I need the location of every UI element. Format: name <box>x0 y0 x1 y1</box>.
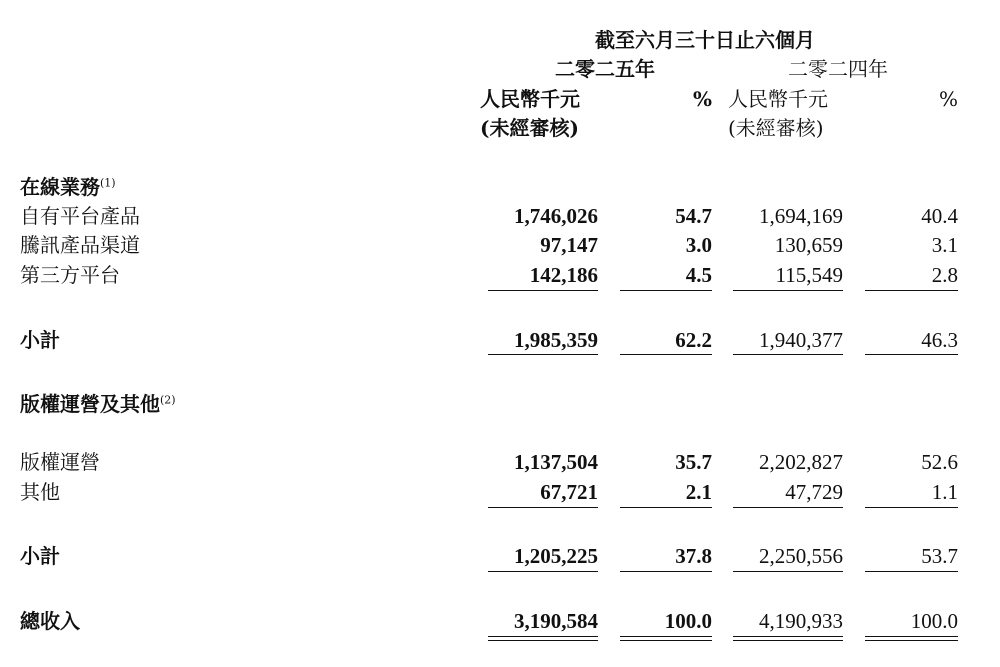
subtotal-2024: 1,940,377 <box>759 328 843 352</box>
rule <box>865 507 958 508</box>
value-2025: 67,721 <box>540 480 598 504</box>
period-header: 截至六月三十日止六個月 <box>595 28 815 52</box>
pct-2024: 3.1 <box>931 233 958 257</box>
rule <box>620 507 712 508</box>
footnote-1: (1) <box>100 176 116 190</box>
subtotal-2024: 2,250,556 <box>759 544 843 568</box>
double-rule <box>865 636 958 641</box>
year-2024-header: 二零二四年 <box>788 57 888 81</box>
rule <box>620 571 712 572</box>
subtotal-pct-2025: 62.2 <box>675 328 712 352</box>
row-label: 第三方平台 <box>20 263 120 287</box>
rule <box>733 290 843 291</box>
pct-2025: 2.1 <box>685 480 712 504</box>
total-2025: 3,190,584 <box>514 609 598 633</box>
pct-2024: 1.1 <box>931 480 958 504</box>
pct-2024: 40.4 <box>921 204 958 228</box>
value-2025: 1,746,026 <box>514 204 598 228</box>
section-title-online <box>20 177 116 197</box>
double-rule <box>620 636 712 641</box>
pct-2024: 52.6 <box>921 450 958 474</box>
rule <box>488 571 598 572</box>
subtotal-pct-2024: 46.3 <box>921 328 958 352</box>
subtotal-pct-2024: 53.7 <box>921 544 958 568</box>
col-rmb-2025: 人民幣千元 <box>480 87 580 111</box>
subtotal-label: 小計 <box>20 544 60 568</box>
subtotal-label: 小計 <box>20 328 60 352</box>
value-2025: 142,186 <box>529 263 598 287</box>
subtotal-2025: 1,985,359 <box>514 328 598 352</box>
rule <box>488 507 598 508</box>
value-2024: 47,729 <box>785 480 843 504</box>
double-rule <box>488 636 598 641</box>
row-label: 版權運營 <box>20 450 100 474</box>
pct-2025: 54.7 <box>675 204 712 228</box>
section-title-online-text: 在線業務 <box>20 175 100 199</box>
value-2024: 2,202,827 <box>759 450 843 474</box>
rule <box>733 571 843 572</box>
unaudited-2024: (未經審核) <box>728 116 824 140</box>
value-2024: 115,549 <box>775 263 843 287</box>
pct-2025: 3.0 <box>685 233 712 257</box>
rule <box>865 571 958 572</box>
pct-2025: 4.5 <box>685 263 712 287</box>
row-label: 自有平台產品 <box>20 204 140 228</box>
double-rule <box>733 636 843 641</box>
rule <box>620 354 712 355</box>
section-title-copyright-text: 版權運營及其他 <box>20 392 160 416</box>
rule <box>865 290 958 291</box>
row-label: 騰訊產品渠道 <box>20 233 140 257</box>
col-pct-2024: % <box>938 87 958 111</box>
year-2025-header: 二零二五年 <box>555 57 655 81</box>
value-2025: 1,137,504 <box>514 450 598 474</box>
col-pct-2025: % <box>692 87 712 111</box>
footnote-2: (2) <box>160 393 176 407</box>
rule <box>620 290 712 291</box>
col-rmb-2024: 人民幣千元 <box>728 87 828 111</box>
rule <box>865 354 958 355</box>
rule <box>733 354 843 355</box>
subtotal-pct-2025: 37.8 <box>675 544 712 568</box>
pct-2025: 35.7 <box>675 450 712 474</box>
value-2024: 1,694,169 <box>759 204 843 228</box>
total-pct-2024: 100.0 <box>910 609 958 633</box>
total-pct-2025: 100.0 <box>664 609 712 633</box>
section-title-copyright <box>20 394 176 414</box>
row-label: 其他 <box>20 480 60 504</box>
pct-2024: 2.8 <box>931 263 958 287</box>
total-label: 總收入 <box>20 609 80 633</box>
value-2025: 97,147 <box>540 233 598 257</box>
total-2024: 4,190,933 <box>759 609 843 633</box>
rule <box>488 290 598 291</box>
rule <box>488 354 598 355</box>
rule <box>733 507 843 508</box>
unaudited-2025: (未經審核) <box>480 116 579 140</box>
subtotal-2025: 1,205,225 <box>514 544 598 568</box>
value-2024: 130,659 <box>774 233 843 257</box>
